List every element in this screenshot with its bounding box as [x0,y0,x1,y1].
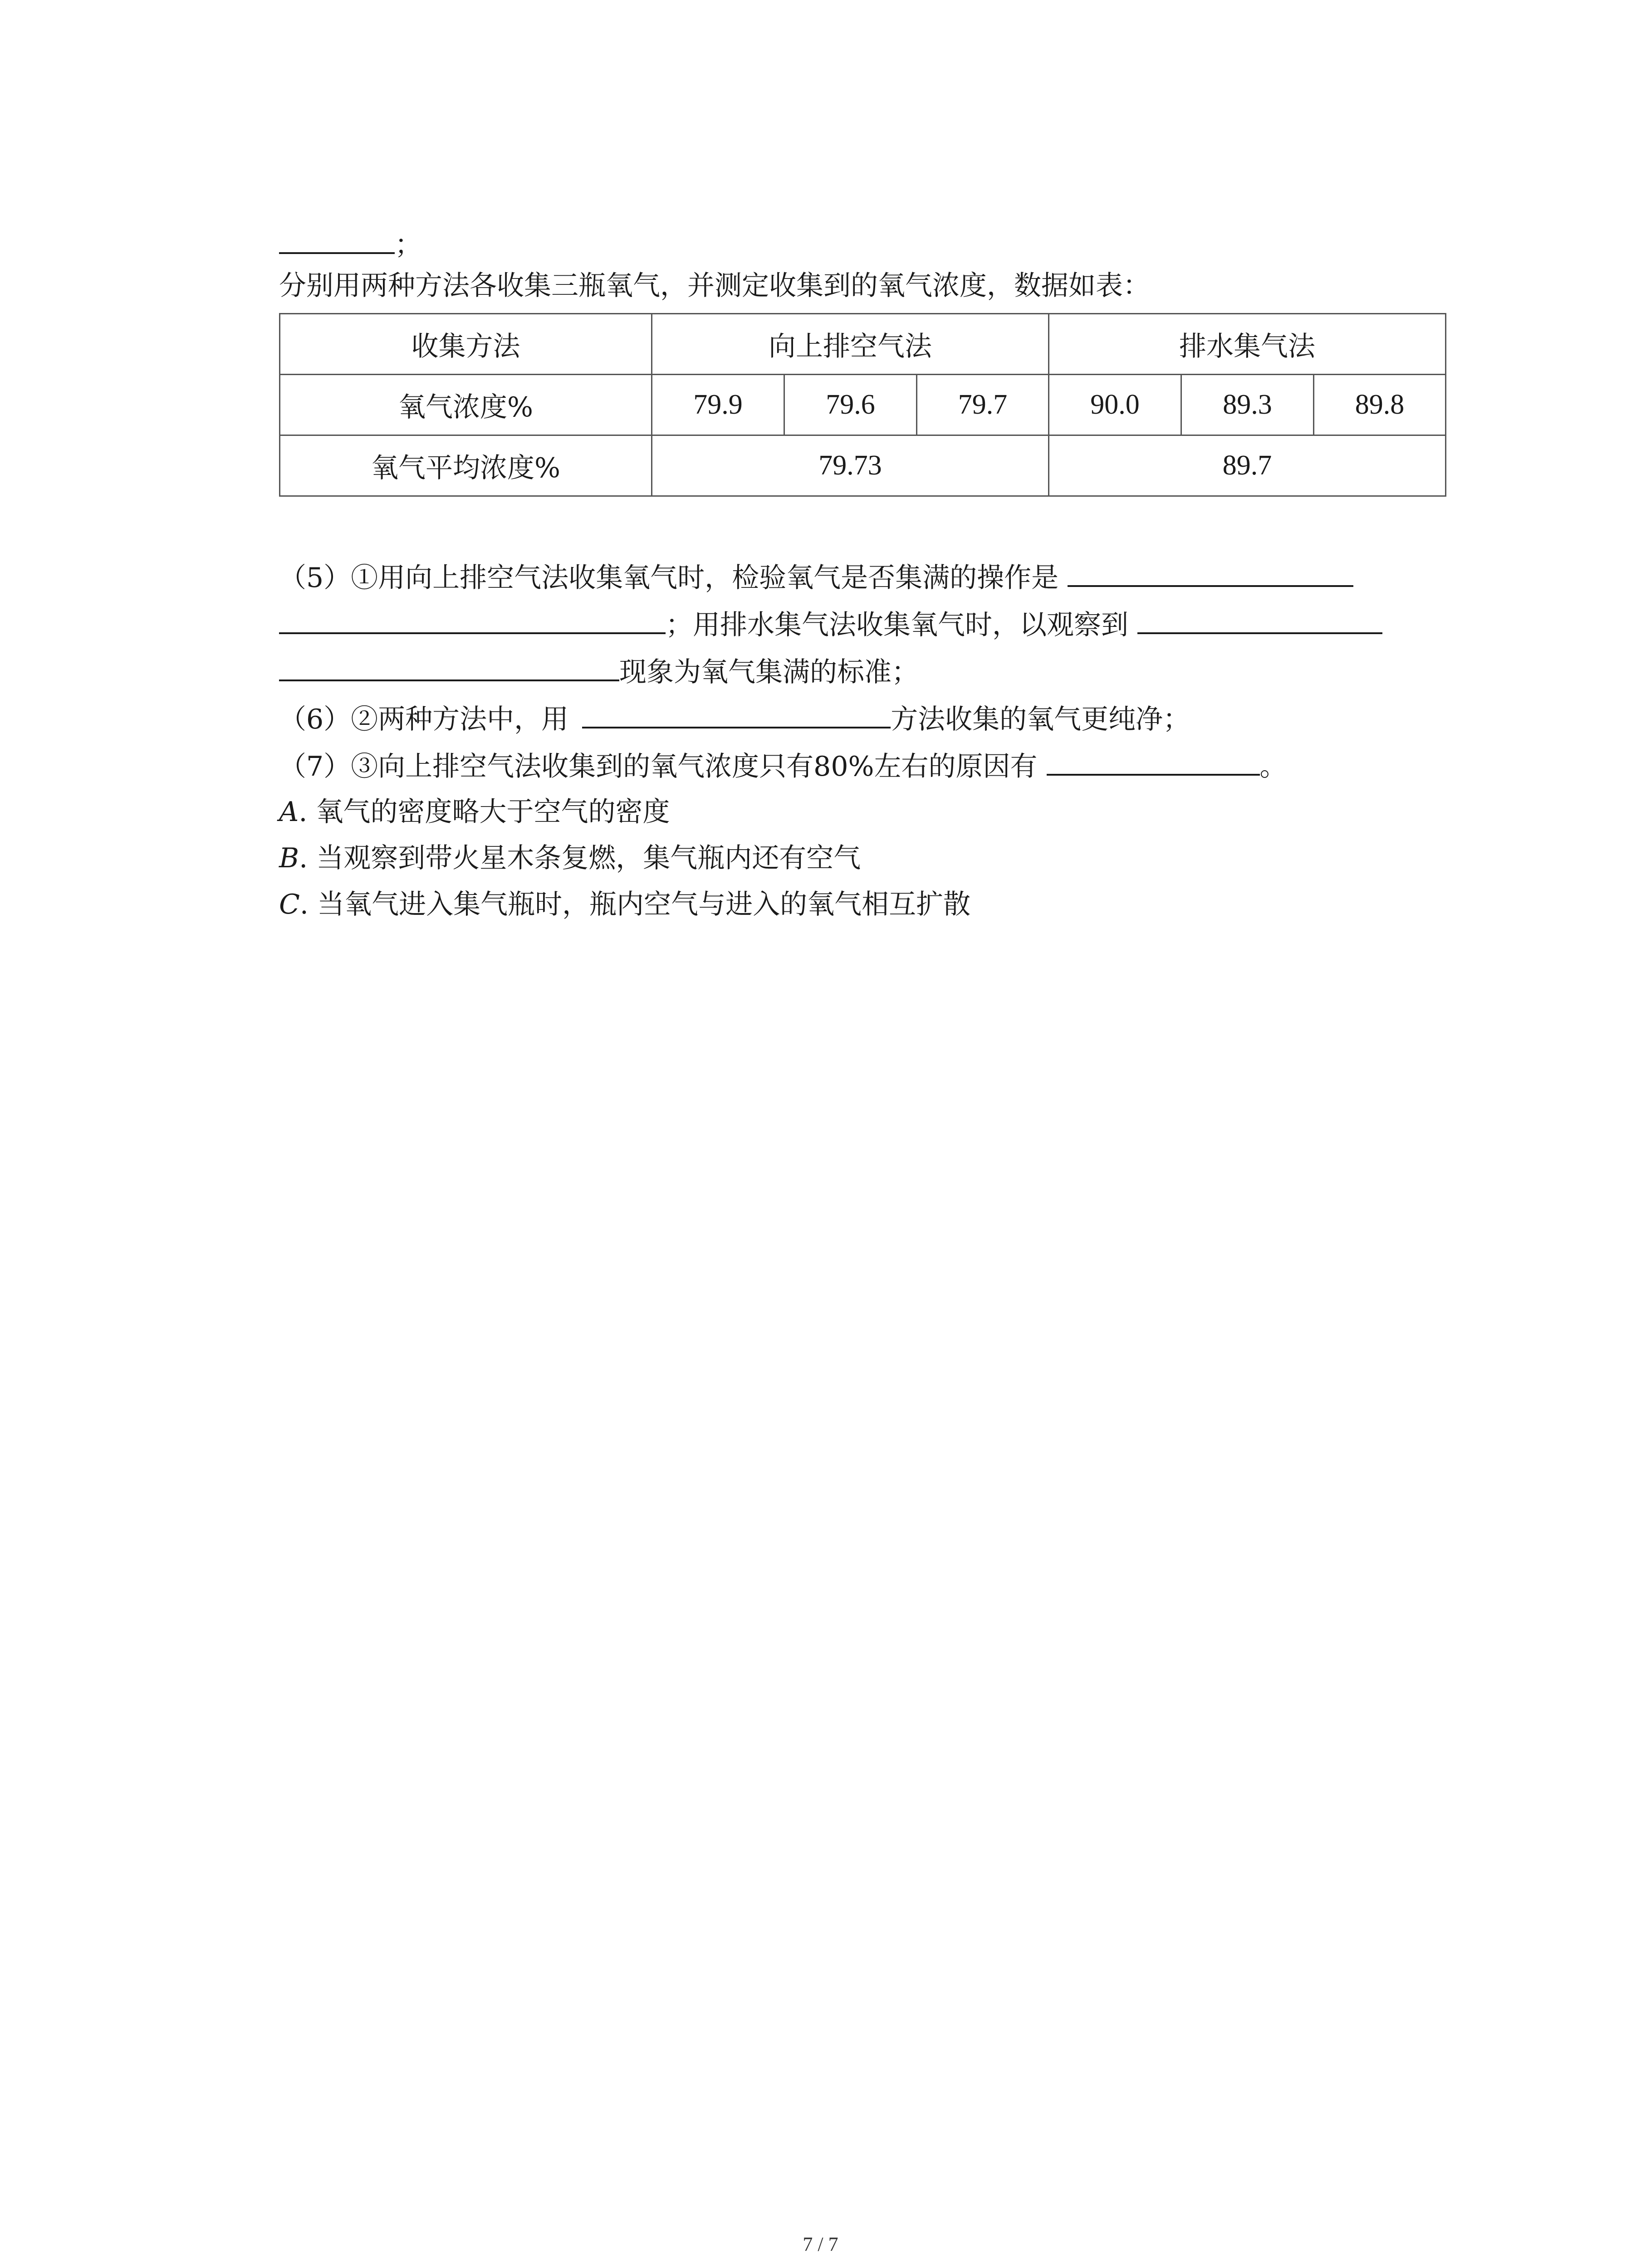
question-7-line [279,748,1287,785]
question-5-line-3 [279,653,919,690]
option-c-letter: C [279,889,300,920]
answer-blank-q5-check[interactable] [1068,559,1353,587]
cell-concentration-value: 90.0 [1049,375,1181,435]
cell-concentration-value: 89.8 [1314,375,1446,435]
answer-blank-q5-check-cont[interactable] [279,606,666,634]
answer-blank[interactable] [279,226,395,254]
question-5-line-1 [279,559,1353,596]
question-5-text: 现象为氧气集满的标准； [619,656,919,688]
cell-concentration-value: 79.9 [652,375,784,435]
question-6-text: （6）②两种方法中，用 [279,704,569,735]
option-b-text: . 当观察到带火星木条复燃，集气瓶内还有空气 [299,842,861,874]
intro-blank-line [279,226,422,263]
cell-concentration-value: 79.6 [784,375,917,435]
option-b-letter: B [279,842,299,874]
option-b [279,840,861,876]
question-6-line [279,700,1190,738]
question-5-line-2 [279,606,1382,643]
option-c [279,886,970,923]
intro-semicolon: ； [395,229,422,261]
page-number: 7 / 7 [803,2233,838,2255]
table-row-method [280,314,1446,375]
oxygen-concentration-table [279,313,1446,497]
answer-blank-q5-phenomenon-cont[interactable] [279,653,619,681]
option-a [279,794,670,830]
question-5-text: （5）①用向上排空气法收集氧气时，检验氧气是否集满的操作是 [279,562,1059,594]
question-6-text: 方法收集的氧气更纯净； [891,704,1190,735]
option-a-text: . 氧气的密度略大于空气的密度 [299,796,670,828]
option-c-text: . 当氧气进入集气瓶时，瓶内空气与进入的氧气相互扩散 [299,889,971,920]
cell-concentration-label: 氧气浓度% [280,375,652,435]
cell-concentration-value: 79.7 [917,375,1049,435]
answer-blank-q5-phenomenon[interactable] [1137,606,1382,634]
cell-up-air-average: 79.73 [652,435,1049,496]
table-row-average [280,435,1446,496]
answer-blank-q7[interactable] [1047,748,1260,776]
cell-water-average: 89.7 [1049,435,1446,496]
question-5-text: ；用排水集气法收集氧气时，以观察到 [666,609,1128,641]
question-7-text: 。 [1259,751,1287,782]
question-7-text: （7）③向上排空气法收集到的氧气浓度只有80%左右的原因有 [279,751,1038,782]
table-row-concentration [280,375,1446,435]
cell-up-air-method: 向上排空气法 [652,314,1049,375]
option-a-letter: A [279,796,299,828]
cell-method-label: 收集方法 [280,314,652,375]
cell-average-label: 氧气平均浓度% [280,435,652,496]
cell-water-method: 排水集气法 [1049,314,1446,375]
cell-concentration-value: 89.3 [1181,375,1314,435]
answer-blank-q6[interactable] [582,700,891,728]
intro-sentence: 分别用两种方法各收集三瓶氧气，并测定收集到的氧气浓度，数据如表： [279,270,1150,302]
